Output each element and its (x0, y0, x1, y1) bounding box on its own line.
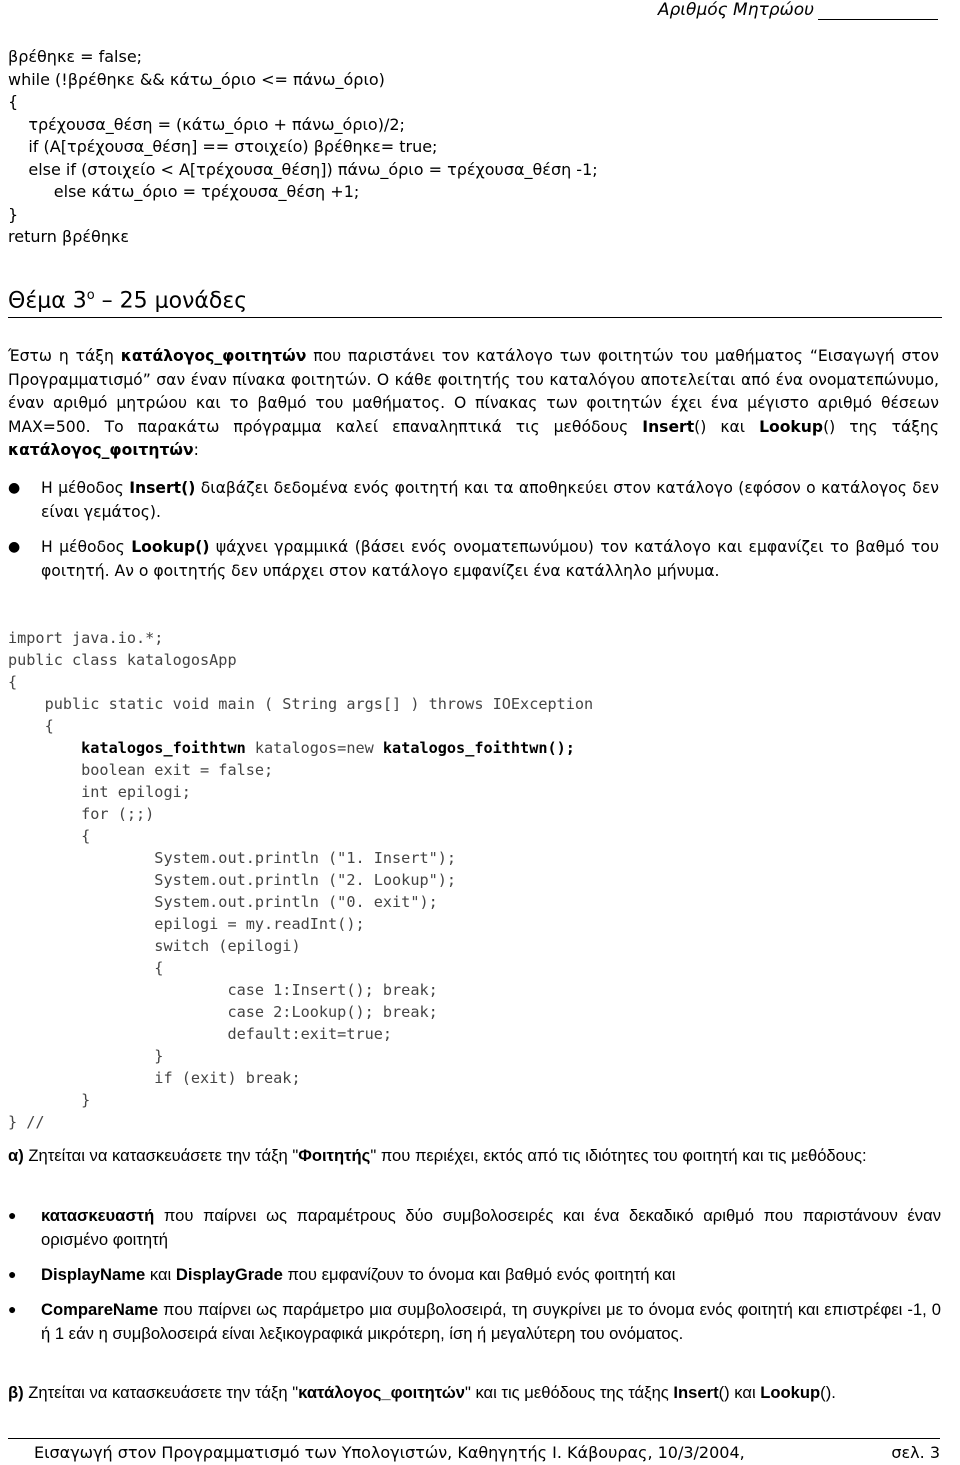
class-name-bold: κατάλογος_φοιτητών (120, 347, 307, 365)
code-line: if (exit) break; (8, 1069, 301, 1087)
part-b-paragraph: β) Ζητείται να κατασκευάσετε την τάξη "κατάλογος_φοιτητών" και τις μεθόδους της τάξης Insert() και Lookup(). (8, 1383, 836, 1402)
code-line: { (8, 673, 18, 691)
page-number: σελ. 3 (891, 1443, 940, 1462)
code-line: else κάτω_όριο = τρέχουσα_θέση +1; (8, 182, 360, 201)
code-line: switch (epilogi) (8, 937, 301, 955)
code-line: else if (στοιχείο < A[τρέχουσα_θέση]) πάνω_όριο = τρέχουσα_θέση -1; (8, 159, 598, 179)
code-line: return βρέθηκε (8, 227, 130, 246)
part-a-label: α) (8, 1146, 24, 1165)
code-line: int epilogi; (8, 783, 191, 801)
code-line: System.out.println ("1. Insert"); (8, 849, 457, 867)
code-line: while (!βρέθηκε && κάτω_όριο <= πάνω_όριο) (8, 69, 385, 89)
code-line: katalogos_foithtwn katalogos=new katalogos_foithtwn(); (81, 739, 575, 757)
code-line: case 1:Insert(); break; (8, 981, 438, 999)
code-line: boolean exit = false; (8, 761, 274, 779)
topic-heading (8, 288, 942, 318)
code-line: βρέθηκε = false; (8, 47, 143, 66)
list-item-insert: ● Η μέθοδος Insert() διαβάζει δεδομένα ενός φοιτητή και τα αποθηκεύει στον κατάλογο (εφόσον ο κατάλογος δεν είναι γεμάτος). (8, 479, 939, 521)
bullet-icon: ● (8, 1266, 17, 1282)
code-line: { (8, 717, 54, 735)
code-line: } // (8, 1113, 45, 1131)
bullet-icon: ● (8, 1301, 17, 1317)
student-number-label: Αριθμός Μητρώου (657, 0, 814, 20)
code-line: case 2:Lookup(); break; (8, 1003, 438, 1021)
bullet-icon: ● (8, 539, 21, 555)
topic-title: Θέμα 3 (8, 288, 87, 314)
code-line: default:exit=true; (8, 1025, 393, 1043)
binary-search-code (8, 46, 598, 249)
code-line: } (8, 1091, 91, 1109)
footer-course-text: Εισαγωγή στον Προγραμματισμό των Υπολογιστών, Καθηγητής Ι. Κάβουρας, 10/3/2004, (34, 1443, 745, 1462)
list-item-display: ● DisplayName και DisplayGrade που εμφανίζουν το όνομα και βαθμό ενός φοιτητή και (8, 1263, 941, 1287)
code-line: public static void main ( String args[] ) throws IOException (8, 695, 594, 713)
java-program-code (8, 627, 593, 1133)
lookup-method-bold: Lookup (759, 417, 824, 436)
list-item-constructor: ● κατασκευαστή που παίρνει ως παραμέτρους δύο συμβολοσειρές και ένα δεκαδικό αριθμό που παριστάνουν έναν ορισμένο φοιτητή (8, 1206, 941, 1249)
topic-superscript: ο (86, 288, 95, 303)
topic-points: – 25 μονάδες (94, 288, 248, 314)
part-b-label: β) (8, 1383, 24, 1402)
intro-paragraph: Έστω η τάξη κατάλογος_φοιτητών που παριστάνει τον κατάλογο των φοιτητών του μαθήματος “Εισαγωγή στον Προγραμματισμό” σαν έναν πίνακα φοιτητών. Ο κάθε φοιτητής του καταλόγου αποτελείται από ένα ονοματεπώνυμο, έναν αριθμό μητρώου και το βαθμό του μαθήματος. Ο πίνακας των φοιτητών έχει ένα μέγιστο αριθμό θέσεων MAX=500. Το παρακάτω πρόγραμμα καλεί επαναληπτικά τις μεθόδους Insert() και Lookup() της τάξης κατάλογος_φοιτητών: (8, 347, 940, 459)
code-line: System.out.println ("0. exit"); (8, 893, 438, 911)
page-footer (8, 1438, 940, 1462)
code-line: { (8, 92, 19, 111)
code-line: τρέχουσα_θέση = (κάτω_όριο + πάνω_όριο)/2; (8, 114, 405, 134)
code-line: { (8, 827, 91, 845)
student-number-blank (818, 5, 938, 20)
code-line: } (8, 1047, 164, 1065)
code-line: System.out.println ("2. Lookup"); (8, 871, 457, 889)
code-line: if (A[τρέχουσα_θέση] == στοιχείο) βρέθηκε= true; (8, 137, 438, 156)
student-number-header (658, 0, 938, 20)
code-line: import java.io.*; (8, 629, 164, 647)
list-item-comparename: ● CompareName που παίρνει ως παράμετρο μια συμβολοσειρά, τη συγκρίνει με το όνομα ενός φοιτητή και επιστρέφει -1, 0 ή 1 εάν η συμβολοσειρά είναι λεξικογραφικά μικρότερη, ίση ή μεγαλύτερη του ονόματος. (8, 1300, 941, 1343)
code-line: for (;;) (8, 805, 155, 823)
insert-method-bold: Insert (642, 417, 695, 436)
list-item-lookup: ● Η μέθοδος Lookup() ψάχνει γραμμικά (βάσει ενός ονοματεπωνύμου) τον κατάλογο και εμφανίζει το βαθμό του φοιτητή. Αν ο φοιτητής δεν υπάρχει στον κατάλογο εμφανίζει ένα κατάλληλο μήνυμα. (8, 538, 939, 580)
code-line: epilogi = my.readInt(); (8, 915, 365, 933)
part-a-paragraph: α) Ζητείται να κατασκευάσετε την τάξη "Φοιτητής" που περιέχει, εκτός από τις ιδιότητες του φοιτητή και τις μεθόδους: (8, 1146, 867, 1165)
code-line: } (8, 204, 19, 224)
bullet-icon: ● (8, 480, 21, 496)
code-line: public class katalogosApp (8, 651, 237, 669)
class-name-bold: κατάλογος_φοιτητών (8, 441, 194, 459)
bullet-icon: ● (8, 1207, 17, 1223)
code-line: { (8, 959, 164, 977)
